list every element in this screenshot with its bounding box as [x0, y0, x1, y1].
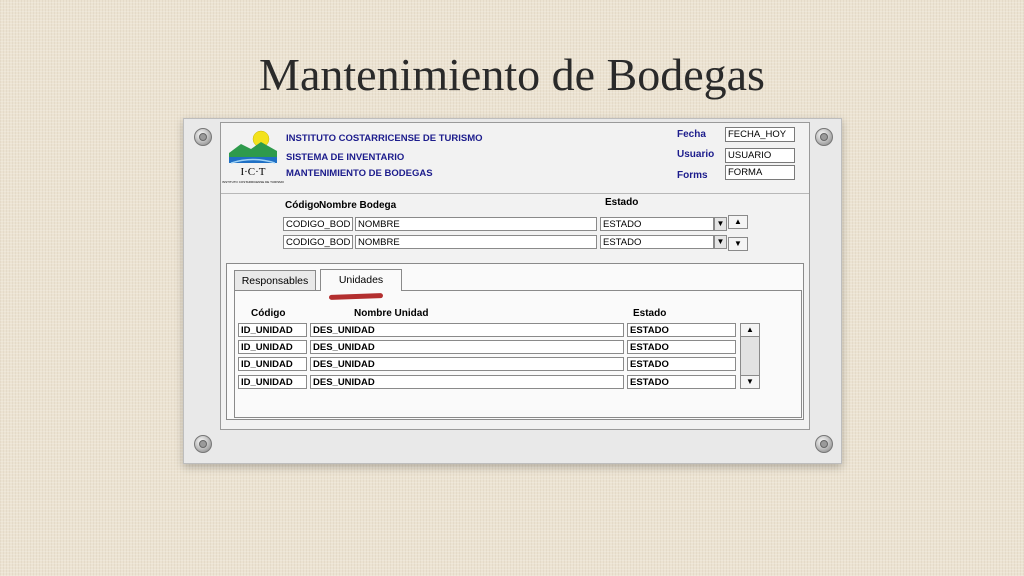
unidad-estado-field[interactable]: ESTADO — [627, 375, 736, 389]
unidad-estado-field[interactable]: ESTADO — [627, 357, 736, 371]
screw-icon — [194, 435, 212, 453]
unidad-codigo-header: Código — [251, 308, 286, 319]
bodega-estado-header: Estado — [605, 197, 639, 208]
ict-logo — [222, 127, 284, 189]
logo-subtext: INSTITUTO COSTARRICENSE DE TURISMO — [222, 180, 284, 184]
form-header — [221, 123, 809, 194]
arrow-up-icon[interactable]: ▲ — [740, 323, 760, 337]
bodega-codigo-header: Código — [285, 200, 320, 211]
bodega-codigo-field[interactable]: CODIGO_BOD — [283, 217, 353, 231]
slide-title: Mantenimiento de Bodegas — [259, 49, 765, 100]
chevron-down-icon[interactable]: ▼ — [714, 235, 727, 249]
unidad-estado-field[interactable]: ESTADO — [627, 323, 736, 337]
screw-icon — [815, 435, 833, 453]
unidad-nombre-field[interactable]: DES_UNIDAD — [310, 375, 624, 389]
logo-text: I·C·T — [240, 166, 266, 178]
scrollbar-track[interactable] — [740, 337, 760, 375]
bodega-nombre-header: Nombre Bodega — [319, 200, 397, 211]
screw-icon — [815, 128, 833, 146]
system-name: SISTEMA DE INVENTARIO — [286, 152, 405, 163]
unidad-nombre-header: Nombre Unidad — [354, 308, 429, 319]
unidad-estado-field[interactable]: ESTADO — [627, 340, 736, 354]
tab-responsables[interactable]: Responsables — [234, 270, 316, 290]
bodega-nombre-field[interactable]: NOMBRE — [355, 235, 597, 249]
institution-name: INSTITUTO COSTARRICENSE DE TURISMO — [286, 133, 483, 144]
bodegas-form — [220, 122, 810, 430]
arrow-down-icon[interactable]: ▼ — [728, 237, 748, 251]
unidad-codigo-field[interactable]: ID_UNIDAD — [238, 323, 307, 337]
unidad-estado-header: Estado — [633, 308, 667, 319]
screw-icon — [194, 128, 212, 146]
arrow-down-icon[interactable]: ▼ — [740, 375, 760, 389]
bodega-estado-select[interactable]: ESTADO — [600, 217, 714, 231]
tab-unidades[interactable]: Unidades — [320, 269, 402, 291]
fecha-field[interactable]: FECHA_HOY — [725, 127, 795, 142]
unidades-panel — [234, 290, 802, 418]
chevron-down-icon[interactable]: ▼ — [714, 217, 727, 231]
forms-field[interactable]: FORMA — [725, 165, 795, 180]
bodega-codigo-field[interactable]: CODIGO_BOD — [283, 235, 353, 249]
usuario-field[interactable]: USUARIO — [725, 148, 795, 163]
unidad-codigo-field[interactable]: ID_UNIDAD — [238, 340, 307, 354]
unidad-nombre-field[interactable]: DES_UNIDAD — [310, 340, 624, 354]
arrow-up-icon[interactable]: ▲ — [728, 215, 748, 229]
fecha-label: Fecha — [677, 129, 706, 140]
unidad-codigo-field[interactable]: ID_UNIDAD — [238, 375, 307, 389]
module-name: MANTENIMIENTO DE BODEGAS — [286, 168, 433, 179]
unidad-nombre-field[interactable]: DES_UNIDAD — [310, 357, 624, 371]
bodega-estado-select[interactable]: ESTADO — [600, 235, 714, 249]
bodega-nombre-field[interactable]: NOMBRE — [355, 217, 597, 231]
unidad-nombre-field[interactable]: DES_UNIDAD — [310, 323, 624, 337]
usuario-label: Usuario — [677, 149, 715, 160]
forms-label: Forms — [677, 170, 708, 181]
detail-tab-region — [226, 263, 804, 420]
unidad-codigo-field[interactable]: ID_UNIDAD — [238, 357, 307, 371]
